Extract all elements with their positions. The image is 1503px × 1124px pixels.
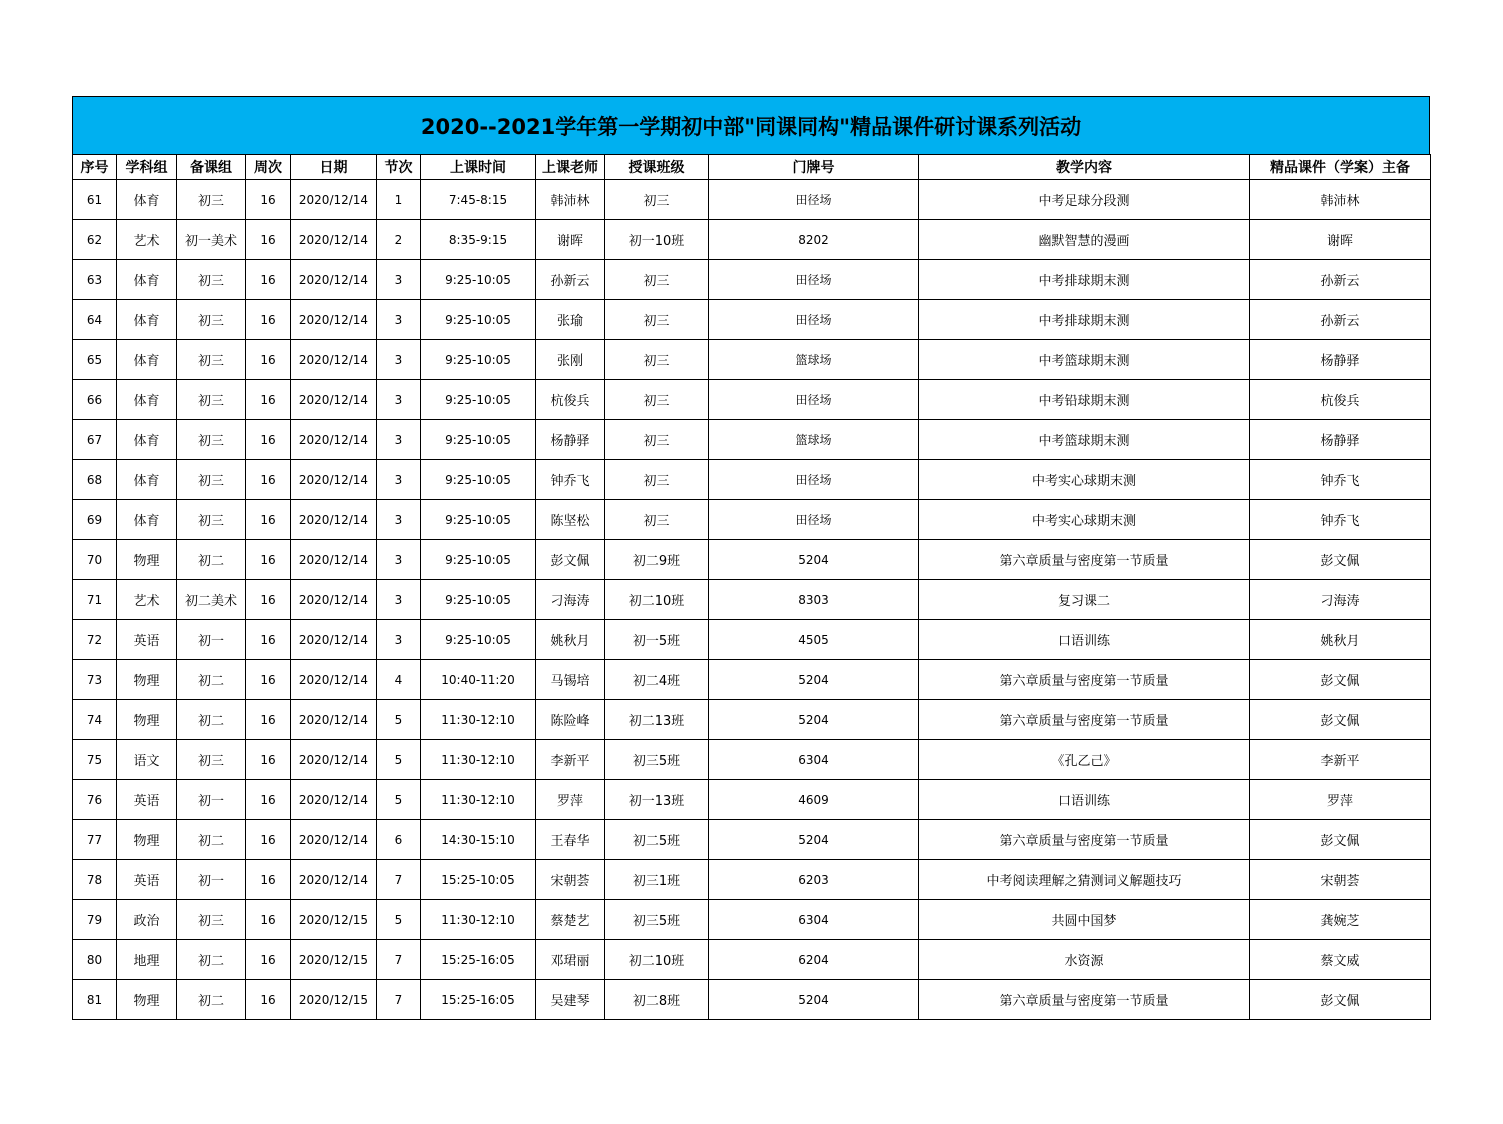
table-row xyxy=(73,500,1431,540)
cell-lead-preparer: 李新平 xyxy=(1250,740,1431,780)
cell-week: 16 xyxy=(246,500,291,540)
cell-period: 3 xyxy=(377,460,421,500)
cell-date: 2020/12/14 xyxy=(291,500,377,540)
cell-content: 中考足球分段测 xyxy=(919,180,1250,220)
cell-room: 5204 xyxy=(709,540,919,580)
cell-date: 2020/12/14 xyxy=(291,860,377,900)
cell-prep-group: 初三 xyxy=(177,180,246,220)
cell-time: 11:30-12:10 xyxy=(421,700,536,740)
header-row xyxy=(73,155,1431,180)
cell-time: 7:45-8:15 xyxy=(421,180,536,220)
cell-lead-preparer: 杨静驿 xyxy=(1250,420,1431,460)
cell-room: 6203 xyxy=(709,860,919,900)
cell-class: 初二13班 xyxy=(605,700,709,740)
cell-subject-group: 地理 xyxy=(117,940,177,980)
cell-week: 16 xyxy=(246,660,291,700)
cell-teacher: 杨静驿 xyxy=(536,420,605,460)
cell-subject-group: 政治 xyxy=(117,900,177,940)
cell-prep-group: 初三 xyxy=(177,500,246,540)
cell-class: 初三5班 xyxy=(605,740,709,780)
col-header-date: 日期 xyxy=(291,155,377,180)
cell-date: 2020/12/14 xyxy=(291,380,377,420)
cell-content: 复习课二 xyxy=(919,580,1250,620)
cell-seq: 62 xyxy=(73,220,117,260)
cell-period: 3 xyxy=(377,620,421,660)
cell-teacher: 马锡培 xyxy=(536,660,605,700)
cell-time: 14:30-15:10 xyxy=(421,820,536,860)
cell-room: 4505 xyxy=(709,620,919,660)
cell-content: 中考阅读理解之猜测词义解题技巧 xyxy=(919,860,1250,900)
table-row xyxy=(73,380,1431,420)
table-row xyxy=(73,540,1431,580)
cell-seq: 64 xyxy=(73,300,117,340)
table-row xyxy=(73,220,1431,260)
cell-class: 初三5班 xyxy=(605,900,709,940)
cell-time: 8:35-9:15 xyxy=(421,220,536,260)
cell-room: 5204 xyxy=(709,660,919,700)
cell-week: 16 xyxy=(246,180,291,220)
cell-week: 16 xyxy=(246,820,291,860)
col-header-time: 上课时间 xyxy=(421,155,536,180)
cell-prep-group: 初一 xyxy=(177,860,246,900)
cell-content: 中考实心球期末测 xyxy=(919,500,1250,540)
cell-room: 5204 xyxy=(709,980,919,1020)
cell-date: 2020/12/14 xyxy=(291,300,377,340)
cell-subject-group: 英语 xyxy=(117,780,177,820)
cell-room: 6304 xyxy=(709,900,919,940)
cell-week: 16 xyxy=(246,940,291,980)
cell-time: 9:25-10:05 xyxy=(421,500,536,540)
cell-period: 5 xyxy=(377,740,421,780)
cell-week: 16 xyxy=(246,300,291,340)
cell-teacher: 姚秋月 xyxy=(536,620,605,660)
cell-subject-group: 物理 xyxy=(117,700,177,740)
table-row xyxy=(73,460,1431,500)
cell-lead-preparer: 彭文佩 xyxy=(1250,980,1431,1020)
table-row xyxy=(73,260,1431,300)
cell-time: 9:25-10:05 xyxy=(421,420,536,460)
cell-prep-group: 初三 xyxy=(177,260,246,300)
cell-room: 田径场 xyxy=(709,260,919,300)
cell-lead-preparer: 姚秋月 xyxy=(1250,620,1431,660)
cell-content: 中考排球期末测 xyxy=(919,300,1250,340)
cell-week: 16 xyxy=(246,620,291,660)
cell-room: 6204 xyxy=(709,940,919,980)
cell-lead-preparer: 杭俊兵 xyxy=(1250,380,1431,420)
cell-time: 9:25-10:05 xyxy=(421,380,536,420)
cell-time: 15:25-16:05 xyxy=(421,980,536,1020)
cell-date: 2020/12/14 xyxy=(291,660,377,700)
table-row xyxy=(73,180,1431,220)
cell-week: 16 xyxy=(246,700,291,740)
cell-lead-preparer: 彭文佩 xyxy=(1250,700,1431,740)
cell-class: 初三 xyxy=(605,460,709,500)
cell-subject-group: 英语 xyxy=(117,620,177,660)
schedule-sheet xyxy=(72,96,1430,1020)
cell-time: 9:25-10:05 xyxy=(421,260,536,300)
cell-time: 10:40-11:20 xyxy=(421,660,536,700)
cell-week: 16 xyxy=(246,900,291,940)
cell-teacher: 张瑜 xyxy=(536,300,605,340)
cell-teacher: 蔡楚艺 xyxy=(536,900,605,940)
cell-subject-group: 体育 xyxy=(117,180,177,220)
cell-period: 3 xyxy=(377,540,421,580)
cell-seq: 67 xyxy=(73,420,117,460)
cell-lead-preparer: 彭文佩 xyxy=(1250,660,1431,700)
cell-content: 水资源 xyxy=(919,940,1250,980)
cell-class: 初二8班 xyxy=(605,980,709,1020)
cell-teacher: 韩沛林 xyxy=(536,180,605,220)
cell-content: 《孔乙己》 xyxy=(919,740,1250,780)
cell-prep-group: 初二 xyxy=(177,940,246,980)
table-body xyxy=(73,180,1431,1020)
cell-period: 6 xyxy=(377,820,421,860)
cell-seq: 69 xyxy=(73,500,117,540)
cell-time: 11:30-12:10 xyxy=(421,740,536,780)
cell-teacher: 吴建琴 xyxy=(536,980,605,1020)
sheet-title: 2020--2021学年第一学期初中部"同课同构"精品课件研讨课系列活动 xyxy=(72,96,1430,154)
cell-lead-preparer: 刁海涛 xyxy=(1250,580,1431,620)
cell-room: 篮球场 xyxy=(709,420,919,460)
cell-date: 2020/12/14 xyxy=(291,780,377,820)
cell-seq: 70 xyxy=(73,540,117,580)
cell-seq: 75 xyxy=(73,740,117,780)
cell-class: 初二9班 xyxy=(605,540,709,580)
cell-prep-group: 初二 xyxy=(177,540,246,580)
cell-subject-group: 体育 xyxy=(117,420,177,460)
table-row xyxy=(73,740,1431,780)
cell-seq: 61 xyxy=(73,180,117,220)
cell-class: 初一10班 xyxy=(605,220,709,260)
cell-room: 5204 xyxy=(709,820,919,860)
cell-content: 中考篮球期末测 xyxy=(919,420,1250,460)
cell-seq: 72 xyxy=(73,620,117,660)
cell-teacher: 陈坚松 xyxy=(536,500,605,540)
cell-lead-preparer: 龚婉芝 xyxy=(1250,900,1431,940)
cell-prep-group: 初一 xyxy=(177,620,246,660)
cell-content: 第六章质量与密度第一节质量 xyxy=(919,660,1250,700)
cell-content: 口语训练 xyxy=(919,620,1250,660)
cell-teacher: 邓珺丽 xyxy=(536,940,605,980)
cell-time: 9:25-10:05 xyxy=(421,620,536,660)
col-header-class: 授课班级 xyxy=(605,155,709,180)
cell-teacher: 宋朝荟 xyxy=(536,860,605,900)
col-header-content: 教学内容 xyxy=(919,155,1250,180)
col-header-lead-preparer: 精品课件（学案）主备 xyxy=(1250,155,1431,180)
cell-date: 2020/12/14 xyxy=(291,580,377,620)
cell-content: 中考铅球期末测 xyxy=(919,380,1250,420)
cell-prep-group: 初三 xyxy=(177,740,246,780)
cell-room: 田径场 xyxy=(709,180,919,220)
col-header-room: 门牌号 xyxy=(709,155,919,180)
cell-seq: 76 xyxy=(73,780,117,820)
cell-lead-preparer: 彭文佩 xyxy=(1250,540,1431,580)
cell-class: 初三1班 xyxy=(605,860,709,900)
cell-seq: 74 xyxy=(73,700,117,740)
cell-date: 2020/12/14 xyxy=(291,180,377,220)
table-row xyxy=(73,940,1431,980)
cell-room: 5204 xyxy=(709,700,919,740)
cell-teacher: 王春华 xyxy=(536,820,605,860)
cell-lead-preparer: 宋朝荟 xyxy=(1250,860,1431,900)
table-row xyxy=(73,300,1431,340)
cell-time: 9:25-10:05 xyxy=(421,460,536,500)
cell-teacher: 孙新云 xyxy=(536,260,605,300)
table-row xyxy=(73,980,1431,1020)
cell-lead-preparer: 韩沛林 xyxy=(1250,180,1431,220)
cell-time: 11:30-12:10 xyxy=(421,900,536,940)
cell-period: 3 xyxy=(377,420,421,460)
cell-lead-preparer: 彭文佩 xyxy=(1250,820,1431,860)
cell-time: 9:25-10:05 xyxy=(421,300,536,340)
cell-date: 2020/12/14 xyxy=(291,420,377,460)
cell-room: 8202 xyxy=(709,220,919,260)
cell-seq: 81 xyxy=(73,980,117,1020)
cell-class: 初一5班 xyxy=(605,620,709,660)
table-row xyxy=(73,620,1431,660)
cell-content: 第六章质量与密度第一节质量 xyxy=(919,700,1250,740)
table-row xyxy=(73,580,1431,620)
cell-date: 2020/12/14 xyxy=(291,460,377,500)
schedule-table xyxy=(72,154,1431,1020)
cell-time: 9:25-10:05 xyxy=(421,340,536,380)
cell-content: 第六章质量与密度第一节质量 xyxy=(919,820,1250,860)
table-row xyxy=(73,900,1431,940)
cell-class: 初三 xyxy=(605,300,709,340)
col-header-week: 周次 xyxy=(246,155,291,180)
cell-prep-group: 初二 xyxy=(177,980,246,1020)
cell-seq: 77 xyxy=(73,820,117,860)
cell-date: 2020/12/14 xyxy=(291,700,377,740)
table-row xyxy=(73,860,1431,900)
cell-content: 幽默智慧的漫画 xyxy=(919,220,1250,260)
col-header-period: 节次 xyxy=(377,155,421,180)
cell-date: 2020/12/15 xyxy=(291,900,377,940)
cell-period: 3 xyxy=(377,380,421,420)
cell-week: 16 xyxy=(246,740,291,780)
cell-teacher: 陈险峰 xyxy=(536,700,605,740)
col-header-teacher: 上课老师 xyxy=(536,155,605,180)
cell-lead-preparer: 蔡文威 xyxy=(1250,940,1431,980)
cell-lead-preparer: 孙新云 xyxy=(1250,260,1431,300)
cell-prep-group: 初三 xyxy=(177,300,246,340)
cell-room: 篮球场 xyxy=(709,340,919,380)
cell-seq: 73 xyxy=(73,660,117,700)
cell-date: 2020/12/14 xyxy=(291,220,377,260)
table-row xyxy=(73,420,1431,460)
cell-teacher: 钟乔飞 xyxy=(536,460,605,500)
cell-lead-preparer: 钟乔飞 xyxy=(1250,500,1431,540)
cell-room: 8303 xyxy=(709,580,919,620)
col-header-subject-group: 学科组 xyxy=(117,155,177,180)
cell-lead-preparer: 谢晖 xyxy=(1250,220,1431,260)
cell-content: 第六章质量与密度第一节质量 xyxy=(919,540,1250,580)
cell-week: 16 xyxy=(246,860,291,900)
cell-week: 16 xyxy=(246,540,291,580)
cell-prep-group: 初三 xyxy=(177,340,246,380)
cell-content: 中考排球期末测 xyxy=(919,260,1250,300)
cell-class: 初三 xyxy=(605,260,709,300)
cell-period: 4 xyxy=(377,660,421,700)
cell-subject-group: 物理 xyxy=(117,820,177,860)
cell-subject-group: 体育 xyxy=(117,460,177,500)
cell-date: 2020/12/14 xyxy=(291,540,377,580)
cell-date: 2020/12/15 xyxy=(291,940,377,980)
cell-period: 5 xyxy=(377,780,421,820)
cell-room: 田径场 xyxy=(709,300,919,340)
cell-time: 11:30-12:10 xyxy=(421,780,536,820)
cell-seq: 68 xyxy=(73,460,117,500)
cell-week: 16 xyxy=(246,420,291,460)
cell-seq: 71 xyxy=(73,580,117,620)
cell-seq: 79 xyxy=(73,900,117,940)
cell-teacher: 罗萍 xyxy=(536,780,605,820)
cell-period: 3 xyxy=(377,260,421,300)
cell-lead-preparer: 杨静驿 xyxy=(1250,340,1431,380)
cell-period: 3 xyxy=(377,340,421,380)
cell-class: 初一13班 xyxy=(605,780,709,820)
table-row xyxy=(73,340,1431,380)
cell-time: 9:25-10:05 xyxy=(421,580,536,620)
cell-time: 15:25-10:05 xyxy=(421,860,536,900)
cell-period: 3 xyxy=(377,580,421,620)
cell-prep-group: 初三 xyxy=(177,380,246,420)
col-header-prep-group: 备课组 xyxy=(177,155,246,180)
cell-week: 16 xyxy=(246,460,291,500)
cell-seq: 65 xyxy=(73,340,117,380)
cell-week: 16 xyxy=(246,220,291,260)
cell-period: 7 xyxy=(377,940,421,980)
cell-subject-group: 艺术 xyxy=(117,580,177,620)
cell-date: 2020/12/14 xyxy=(291,340,377,380)
cell-class: 初三 xyxy=(605,380,709,420)
cell-seq: 78 xyxy=(73,860,117,900)
cell-subject-group: 体育 xyxy=(117,300,177,340)
cell-prep-group: 初一 xyxy=(177,780,246,820)
cell-week: 16 xyxy=(246,260,291,300)
cell-class: 初三 xyxy=(605,180,709,220)
cell-teacher: 张刚 xyxy=(536,340,605,380)
cell-period: 7 xyxy=(377,860,421,900)
cell-date: 2020/12/15 xyxy=(291,980,377,1020)
cell-seq: 63 xyxy=(73,260,117,300)
cell-prep-group: 初三 xyxy=(177,900,246,940)
cell-content: 第六章质量与密度第一节质量 xyxy=(919,980,1250,1020)
cell-room: 6304 xyxy=(709,740,919,780)
cell-subject-group: 体育 xyxy=(117,500,177,540)
cell-date: 2020/12/14 xyxy=(291,740,377,780)
cell-teacher: 李新平 xyxy=(536,740,605,780)
cell-lead-preparer: 孙新云 xyxy=(1250,300,1431,340)
cell-subject-group: 语文 xyxy=(117,740,177,780)
cell-subject-group: 体育 xyxy=(117,340,177,380)
cell-period: 5 xyxy=(377,900,421,940)
table-row xyxy=(73,780,1431,820)
cell-period: 3 xyxy=(377,500,421,540)
cell-subject-group: 艺术 xyxy=(117,220,177,260)
cell-subject-group: 物理 xyxy=(117,660,177,700)
table-row xyxy=(73,820,1431,860)
cell-room: 4609 xyxy=(709,780,919,820)
cell-lead-preparer: 罗萍 xyxy=(1250,780,1431,820)
cell-date: 2020/12/14 xyxy=(291,820,377,860)
cell-week: 16 xyxy=(246,380,291,420)
cell-prep-group: 初三 xyxy=(177,460,246,500)
cell-content: 中考实心球期末测 xyxy=(919,460,1250,500)
cell-prep-group: 初一美术 xyxy=(177,220,246,260)
col-header-seq: 序号 xyxy=(73,155,117,180)
cell-prep-group: 初二 xyxy=(177,820,246,860)
cell-teacher: 杭俊兵 xyxy=(536,380,605,420)
cell-class: 初二4班 xyxy=(605,660,709,700)
cell-lead-preparer: 钟乔飞 xyxy=(1250,460,1431,500)
cell-room: 田径场 xyxy=(709,500,919,540)
cell-class: 初二5班 xyxy=(605,820,709,860)
cell-date: 2020/12/14 xyxy=(291,620,377,660)
cell-period: 5 xyxy=(377,700,421,740)
cell-week: 16 xyxy=(246,980,291,1020)
cell-subject-group: 英语 xyxy=(117,860,177,900)
cell-seq: 80 xyxy=(73,940,117,980)
table-row xyxy=(73,660,1431,700)
cell-teacher: 彭文佩 xyxy=(536,540,605,580)
cell-period: 2 xyxy=(377,220,421,260)
cell-class: 初二10班 xyxy=(605,580,709,620)
cell-class: 初三 xyxy=(605,340,709,380)
cell-subject-group: 体育 xyxy=(117,380,177,420)
cell-subject-group: 体育 xyxy=(117,260,177,300)
cell-period: 7 xyxy=(377,980,421,1020)
cell-teacher: 刁海涛 xyxy=(536,580,605,620)
cell-class: 初三 xyxy=(605,420,709,460)
table-row xyxy=(73,700,1431,740)
cell-content: 中考篮球期末测 xyxy=(919,340,1250,380)
cell-seq: 66 xyxy=(73,380,117,420)
cell-room: 田径场 xyxy=(709,460,919,500)
cell-period: 3 xyxy=(377,300,421,340)
cell-time: 15:25-16:05 xyxy=(421,940,536,980)
cell-class: 初三 xyxy=(605,500,709,540)
cell-prep-group: 初二 xyxy=(177,660,246,700)
cell-subject-group: 物理 xyxy=(117,540,177,580)
cell-teacher: 谢晖 xyxy=(536,220,605,260)
cell-room: 田径场 xyxy=(709,380,919,420)
cell-period: 1 xyxy=(377,180,421,220)
cell-prep-group: 初二美术 xyxy=(177,580,246,620)
cell-subject-group: 物理 xyxy=(117,980,177,1020)
cell-time: 9:25-10:05 xyxy=(421,540,536,580)
cell-class: 初二10班 xyxy=(605,940,709,980)
cell-prep-group: 初二 xyxy=(177,700,246,740)
cell-week: 16 xyxy=(246,340,291,380)
cell-week: 16 xyxy=(246,580,291,620)
cell-content: 口语训练 xyxy=(919,780,1250,820)
cell-date: 2020/12/14 xyxy=(291,260,377,300)
cell-content: 共圆中国梦 xyxy=(919,900,1250,940)
cell-week: 16 xyxy=(246,780,291,820)
cell-prep-group: 初三 xyxy=(177,420,246,460)
